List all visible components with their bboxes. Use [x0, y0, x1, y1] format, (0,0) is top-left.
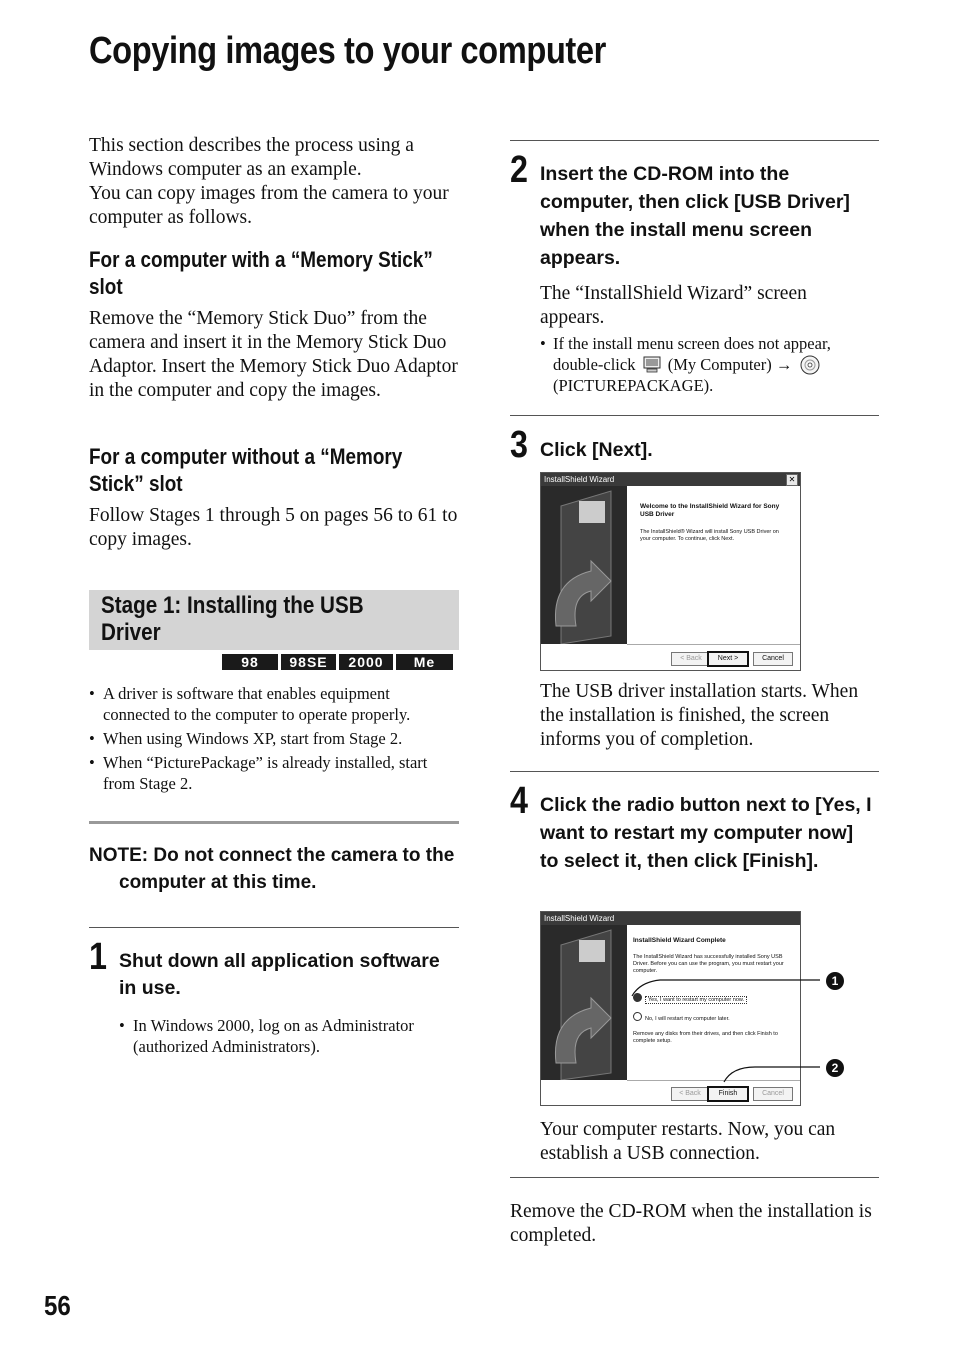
complete-dialog-title: InstallShield Wizard: [544, 914, 615, 923]
note-top-rule: [89, 821, 459, 824]
cancel-button[interactable]: Cancel: [753, 652, 793, 666]
step-2-bullet-part-c: (PICTUREPACKAGE).: [553, 376, 714, 395]
wizard-graphic: [541, 486, 627, 644]
stage-bullet: • A driver is software that enables equipment connected to the computer to operate properly.: [89, 683, 459, 725]
with-slot-text: Remove the “Memory Stick Duo” from the camera and insert it in the Memory Stick Duo Adaptor. Insert the Memory Stick Duo Adaptor in the computer and copy the images.: [89, 308, 458, 401]
cd-rom-icon: [799, 355, 821, 375]
step-1-number: 1: [89, 936, 107, 978]
without-slot-text: Follow Stages 1 through 5 on pages 56 to 61 to copy images.: [89, 505, 458, 550]
step-1-bullets: [119, 1015, 459, 1060]
wizard-graphic: [541, 925, 627, 1080]
close-icon[interactable]: ✕: [786, 474, 798, 486]
welcome-dialog: [540, 472, 801, 671]
restart-later-label: No, I will restart my computer later.: [645, 1016, 730, 1022]
step-2-bullet-part-b: (My Computer) →: [667, 355, 793, 374]
complete-dialog-heading: InstallShield Wizard Complete: [633, 937, 726, 944]
step-2-top-rule: [510, 140, 879, 141]
step-4-top-rule: [510, 771, 879, 772]
stage-heading: Stage 1: Installing the USB Driver: [101, 592, 364, 646]
intro-paragraph-1: This section describes the process using a Windows computer as an example.: [89, 135, 414, 180]
welcome-dialog-heading: Welcome to the InstallShield Wizard for Sony USB Driver: [640, 503, 780, 518]
finish-button[interactable]: Finish: [707, 1086, 749, 1102]
os-badge-me: Me: [396, 654, 453, 670]
welcome-dialog-title: InstallShield Wizard: [544, 475, 615, 484]
step-4-number: 4: [510, 780, 528, 822]
step-2-text: The “InstallShield Wizard” screen appears.: [540, 283, 807, 328]
callout-1: 1: [826, 972, 844, 990]
step-3-top-rule: [510, 415, 879, 416]
back-button[interactable]: < Back: [671, 1087, 709, 1101]
dialog-divider: [627, 644, 800, 645]
step-2-instruction: Insert the CD-ROM into the computer, then click [USB Driver] when the install menu screen appears.: [540, 163, 850, 269]
step-2-bullet: [540, 333, 875, 396]
step-2-bullet-part-a: If the install menu screen does not appear, double-click: [553, 334, 831, 374]
step-3-number: 3: [510, 424, 528, 466]
callout-2: 2: [826, 1059, 844, 1077]
step-2-number: 2: [510, 149, 528, 191]
os-badge-2000: 2000: [339, 654, 393, 670]
stage-bullets: [89, 683, 459, 797]
page-number: 56: [44, 1290, 71, 1321]
callout-lines: [620, 970, 840, 1095]
stage-bullet: • When “PicturePackage” is already installed, start from Stage 2.: [89, 752, 459, 794]
cancel-button[interactable]: Cancel: [753, 1087, 793, 1101]
page-title: Copying images to your computer: [89, 30, 606, 72]
step-3-text: The USB driver installation starts. When the installation is finished, the screen informs you of completion.: [540, 681, 859, 750]
restart-now-label: Yes, I want to restart my computer now.: [645, 996, 747, 1004]
os-badge-98se: 98SE: [281, 654, 336, 670]
remove-disks-text: Remove any disks from their drives, and then click Finish to complete setup.: [633, 1031, 778, 1044]
step-1-instruction: Shut down all application software in use.: [119, 950, 440, 999]
os-badge-98: 98: [222, 654, 278, 670]
without-slot-heading: For a computer without a “Memory Stick” slot: [89, 444, 403, 496]
os-badges: [222, 654, 453, 670]
step-1-bullet: • In Windows 2000, log on as Administrator (authorized Administrators).: [119, 1015, 459, 1057]
next-button[interactable]: Next >: [707, 651, 749, 667]
welcome-dialog-body: The InstallShield® Wizard will install Sony USB Driver on your computer. To continue, click Next.: [640, 529, 779, 542]
step-3-instruction: Click [Next].: [540, 439, 653, 461]
note-bottom-rule: [89, 927, 459, 928]
step-4-bottom-rule: [510, 1177, 879, 1178]
note-text: NOTE: Do not connect the camera to the computer at this time.: [89, 845, 455, 893]
back-button[interactable]: < Back: [671, 652, 711, 666]
intro-paragraph-2: You can copy images from the camera to your computer as follows.: [89, 183, 449, 228]
intro: [89, 134, 459, 230]
step-4-instruction: Click the radio button next to [Yes, I want to restart my computer now] to select it, then click [Finish].: [540, 794, 872, 872]
my-computer-icon: [642, 356, 662, 374]
complete-dialog-titlebar: [541, 912, 800, 925]
stage-bullet: • When using Windows XP, start from Stage 2.: [89, 728, 459, 749]
with-slot-heading: For a computer with a “Memory Stick” slot: [89, 247, 433, 299]
complete-dialog-body: The InstallShield Wizard has successfully installed Sony USB Driver. Before you can use the program, you must restart your computer.: [633, 954, 784, 974]
step-4-text: Your computer restarts. Now, you can establish a USB connection.: [540, 1119, 836, 1164]
bullet-marker: •: [540, 334, 546, 353]
welcome-dialog-titlebar: [541, 473, 800, 486]
closing-text: Remove the CD-ROM when the installation is completed.: [510, 1201, 872, 1246]
